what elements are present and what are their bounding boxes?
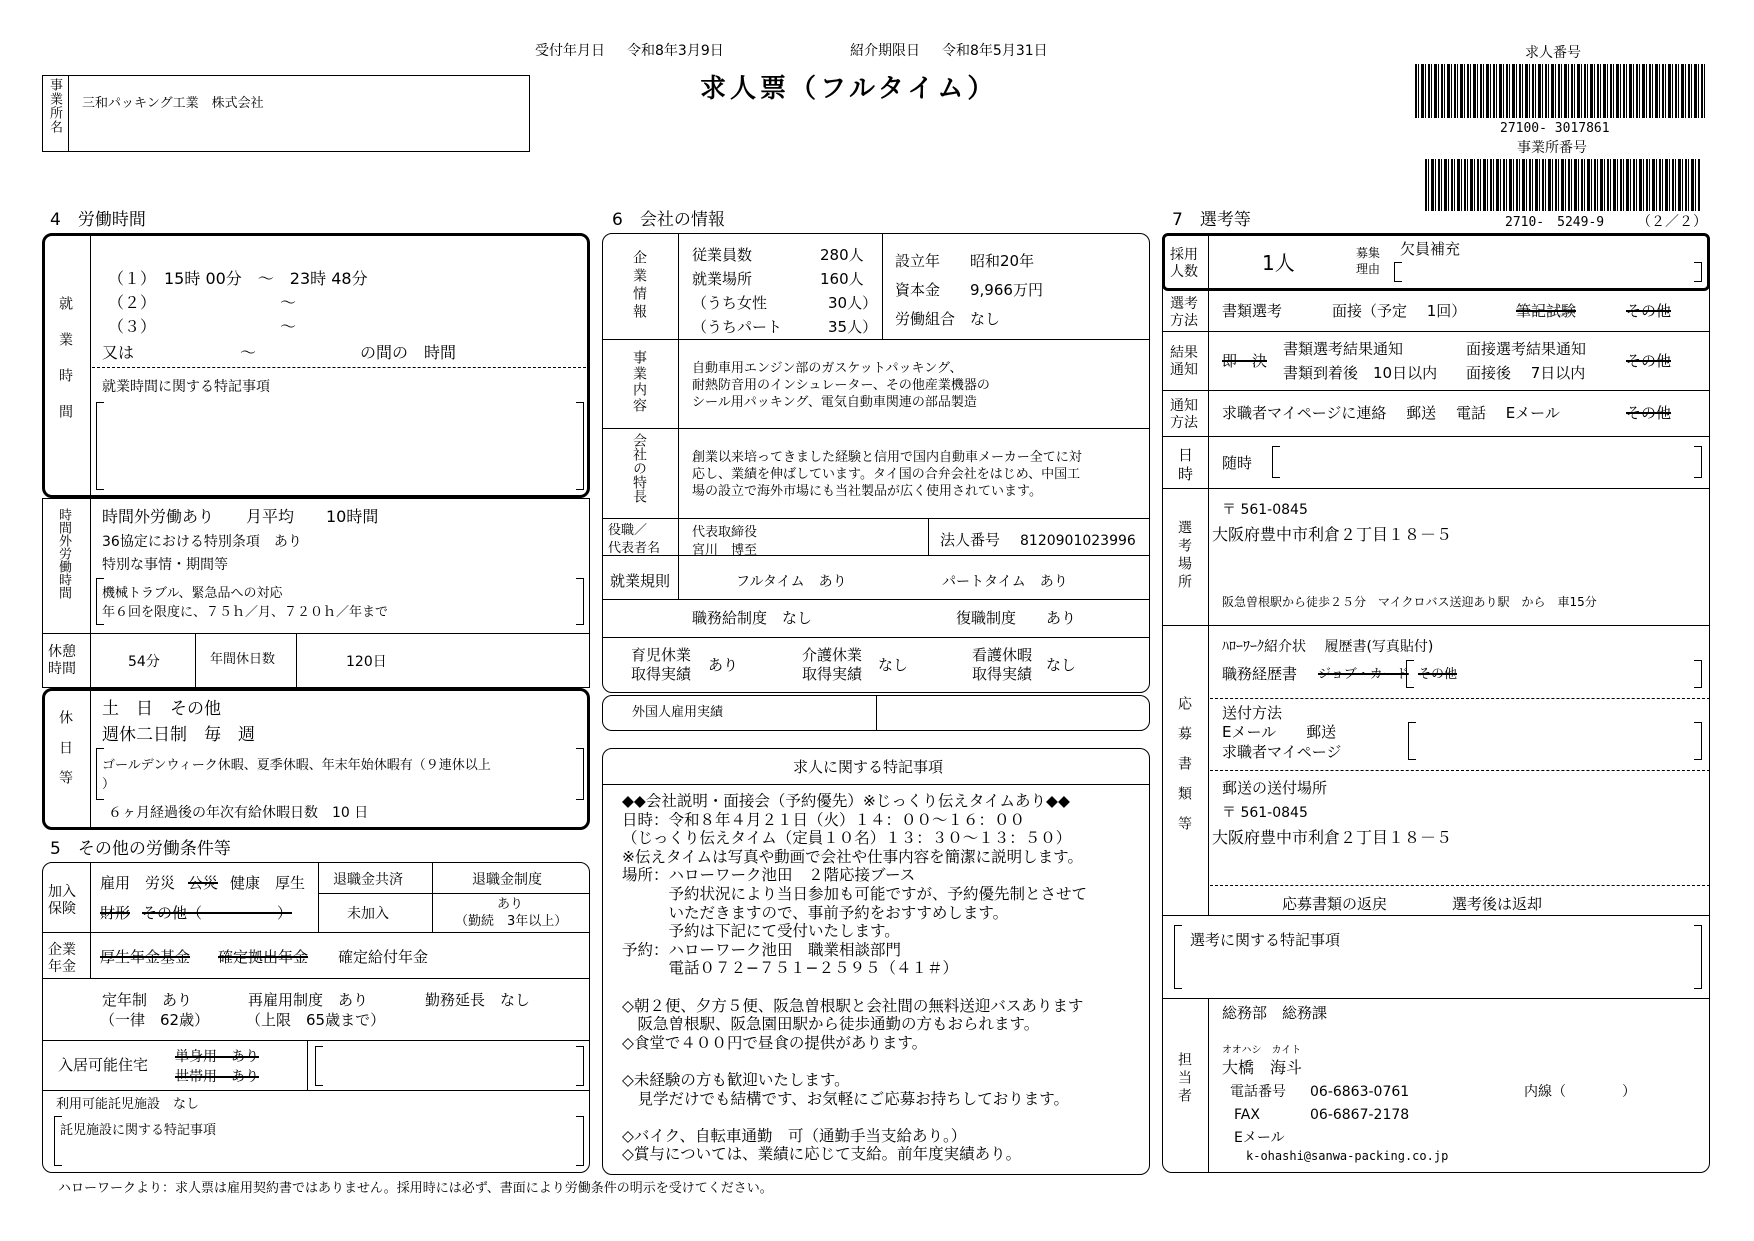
feature-1: 創業以来培ってきました経験と信用で国内自動車メーカー全てに対 — [692, 450, 1082, 465]
feature-label: 会社の特長 — [631, 433, 647, 503]
docs-label: 応募書類等 — [1176, 696, 1192, 846]
foreign-hire-label: 外国人雇用実績 — [632, 705, 724, 720]
send-label: 送付方法 — [1222, 704, 1283, 722]
place-access: 阪急曽根駅から徒歩２５分 マイクロバス送迎あり駅 から 車15分 — [1222, 595, 1597, 609]
work-hours-label: 就業時間 — [57, 296, 73, 440]
job-note-line: 予約：ハローワーク池田 職業相談部門 — [622, 940, 902, 959]
job-note-line — [622, 1108, 1142, 1127]
overtime-label: 時間外労働時間 — [56, 508, 71, 599]
corp-info-label: 企業情報 — [631, 250, 647, 322]
hire-count-label: 採用人数 — [1170, 247, 1198, 280]
rep-label-1: 役職／ — [608, 523, 648, 538]
fax-label: FAX — [1234, 1107, 1260, 1123]
job-note-line — [622, 978, 1142, 997]
women-value: 30人） — [828, 294, 878, 312]
retire-age: 定年制 あり — [102, 991, 193, 1009]
holidays-detail: ゴールデンウィーク休暇、夏季休暇、年末年始休暇有（９連休以上 — [102, 758, 491, 773]
business-2: 耐熱防音用のインシュレーター、その他産業機器の — [692, 378, 990, 393]
return-label: 応募書類の返戻 — [1282, 895, 1388, 913]
extension: 勤務延長 なし — [425, 991, 531, 1009]
business-label: 事業内容 — [631, 350, 647, 414]
job-note-line: ◇賞与については、業績に応じて支給。前年度実績あり。 — [622, 1145, 1022, 1164]
insurance-other: その他（ ） — [142, 904, 293, 922]
business-1: 自動車用エンジン部のガスケットパッキング、 — [692, 361, 963, 376]
footer-note: ハローワークより：求人票は雇用契約書ではありません。採用時には必ず、書面により労働条件の明示を受けてください。 — [58, 1181, 773, 1196]
childcare-leave-2: 取得実績 — [631, 665, 692, 683]
date-label: 日時 — [1176, 447, 1194, 485]
overtime-line: 時間外労働あり 月平均 10時間 — [102, 507, 379, 526]
pension-dc: 確定拠出年金 — [218, 948, 309, 966]
reason-label: 募集理由 — [1356, 246, 1381, 276]
job-notes-list — [622, 792, 1142, 1164]
result-interview: 面接選考結果通知 — [1466, 340, 1587, 358]
union: 労働組合 なし — [895, 310, 1001, 328]
contact-department: 総務部 総務課 — [1222, 1004, 1328, 1022]
article36: 36協定における特別条項 あり — [102, 534, 302, 550]
part-label: （うちパート — [692, 318, 783, 336]
contact-label: 担当者 — [1176, 1052, 1192, 1106]
founded: 設立年 昭和20年 — [895, 252, 1035, 270]
place-label: 選考場所 — [1176, 520, 1192, 592]
job-note-line: ◇食堂で４００円で昼食の提供があります。 — [622, 1033, 928, 1052]
retire-system-note: （勤続 3年以上） — [455, 914, 568, 929]
nursing-leave-1: 介護休業 — [802, 646, 863, 664]
capital: 資本金 9,966万円 — [895, 281, 1043, 299]
job-note-line: ◇朝２便、夕方５便、阪急曽根駅と会社間の無料送迎バスあります — [622, 996, 1084, 1015]
deadline-date: 令和8年5月31日 — [942, 43, 1048, 59]
job-notes-title: 求人に関する特記事項 — [793, 758, 944, 776]
or-label: 又は — [102, 343, 135, 362]
corp-number: 8120901023996 — [1020, 533, 1136, 549]
childcare-label: 利用可能託児施設 なし — [56, 1097, 200, 1112]
pension-db: 確定給付年金 — [338, 948, 429, 966]
selection-special: 選考に関する特記事項 — [1190, 931, 1341, 949]
rules-label: 就業規則 — [610, 572, 671, 590]
holidays-label: 休日等 — [57, 710, 73, 800]
rep-label-2: 代表者名 — [608, 541, 661, 556]
job-note-line: 予約は下記にて受付いたします。 — [622, 922, 900, 941]
mail-label: 郵送の送付場所 — [1222, 779, 1328, 797]
holidays-detail-close: ） — [102, 777, 116, 792]
result-doc: 書類選考結果通知 — [1283, 340, 1404, 358]
send-1: Eメール 郵送 — [1222, 723, 1337, 741]
or-wave: 〜 — [240, 343, 257, 362]
tel-label: 電話番号 — [1230, 1084, 1286, 1100]
tel-value: 06-6863-0761 — [1310, 1084, 1410, 1100]
job-number: 27100- 3017861 — [1500, 121, 1610, 136]
result-label: 結果通知 — [1170, 345, 1198, 378]
email-value[interactable]: k-ohashi@sanwa-packing.co.jp — [1246, 1149, 1449, 1163]
pension-label: 企業年金 — [48, 942, 76, 975]
notify-methods: 求職者マイページに連絡 郵送 電話 Eメール — [1222, 404, 1560, 422]
business-3: シール用パッキング、電気自動車関連の部品製造 — [692, 395, 977, 410]
section5-heading: 5 その他の労働条件等 — [50, 839, 231, 859]
circumstance-2: 年６回を限度に、７５ｈ／月、７２０ｈ／年まで — [102, 605, 389, 620]
office-name-label: 事業所名 — [47, 78, 62, 134]
insurance-employment-accident: 雇用 労災 — [100, 874, 176, 892]
method-written: 筆記試験 — [1516, 302, 1577, 320]
housing-family: 世帯用 あり — [175, 1069, 259, 1085]
reason-value: 欠員補充 — [1400, 240, 1461, 258]
office-number-barcode — [1425, 159, 1701, 211]
rules-full: フルタイム あり — [736, 574, 847, 590]
work-hours-special-label: 就業時間に関する特記事項 — [102, 379, 270, 395]
retire-age-note: （一律 62歳） — [100, 1011, 210, 1029]
result-other: その他 — [1626, 352, 1672, 370]
childcare-special: 託児施設に関する特記事項 — [60, 1123, 217, 1138]
shift-3: （３） — [108, 317, 157, 336]
office-number: 2710- 5249-9 — [1505, 215, 1605, 230]
docs-1: ﾊﾛｰﾜｰｸ紹介状 履歴書(写真貼付) — [1222, 639, 1434, 655]
employees-value: 280人 — [820, 246, 864, 264]
pension-fund: 厚生年金基金 — [100, 948, 191, 966]
mail-address: 大阪府豊中市利倉２丁目１８－５ — [1212, 828, 1453, 847]
insurance-public-accident: 公災 — [188, 874, 219, 892]
holidays-days: 土 日 その他 — [102, 699, 221, 719]
extension-label: 内線（ ） — [1524, 1084, 1636, 1100]
employees-label: 従業員数 — [692, 246, 753, 264]
page-title: 求人票（フルタイム） — [700, 74, 998, 104]
reception-date: 令和8年3月9日 — [627, 43, 724, 59]
insurance-health-pension: 健康 厚生 — [230, 874, 306, 892]
result-interview-value: 面接後 7日以内 — [1466, 364, 1586, 382]
job-note-line: いただきますので、事前予約をおすすめします。 — [622, 903, 1009, 922]
sick-leave-value: なし — [1046, 656, 1077, 674]
rehire: 再雇用制度 あり — [248, 991, 369, 1009]
reception-label: 受付年月日 — [535, 43, 605, 59]
insurance-asset: 財形 — [100, 904, 131, 922]
page-number: （２／２） — [1637, 214, 1707, 230]
paid-leave: ６ヶ月経過後の年次有給休暇日数 10 日 — [108, 805, 369, 821]
return-value: 選考後は返却 — [1452, 895, 1543, 913]
result-immediate: 即 決 — [1222, 352, 1268, 370]
nursing-leave-value: なし — [878, 656, 909, 674]
shift-1: （１） 15時 00分 〜 23時 48分 — [108, 269, 368, 288]
sick-leave-2: 取得実績 — [972, 665, 1033, 683]
job-number-label: 求人番号 — [1525, 45, 1581, 61]
section4-heading: 4 労働時間 — [50, 210, 146, 230]
retire-system-label: 退職金制度 — [472, 872, 542, 888]
docs-2: 職務経歴書 — [1222, 665, 1298, 683]
method-interview: 面接（予定 1回） — [1332, 302, 1467, 320]
notify-label: 通知方法 — [1170, 398, 1198, 431]
hire-count-value: 1人 — [1262, 251, 1295, 275]
circumstance-1: 機械トラブル、緊急品への対応 — [102, 586, 283, 601]
result-doc-value: 書類到着後 10日以内 — [1283, 364, 1438, 382]
rep-name: 宮川 博至 — [692, 543, 758, 558]
childcare-leave-1: 育児休業 — [631, 646, 692, 664]
childcare-leave-value: あり — [708, 656, 739, 674]
job-note-line: 日時：令和８年４月２１日（火）１４：００〜１６：００ — [622, 810, 1026, 829]
job-note-line: 阪急曽根駅、阪急園田駅から徒歩通勤の方もおられます。 — [622, 1015, 1040, 1034]
job-note-line: （じっくり伝えタイム（定員１０名）１３：３０〜１３：５０） — [622, 829, 1072, 848]
rehire-system: 復職制度 あり — [956, 609, 1077, 627]
docs-other: その他 — [1418, 667, 1458, 682]
housing-label: 入居可能住宅 — [58, 1056, 149, 1074]
place-zip: 〒 561-0845 — [1222, 502, 1308, 518]
workplace-value: 160人 — [820, 270, 864, 288]
job-note-line: ◇未経験の方も歓迎いたします。 — [622, 1070, 850, 1089]
job-note-line: ◇バイク、自転車通勤 可（通勤手当支給あり。） — [622, 1126, 967, 1145]
retire-system-value: あり — [497, 897, 524, 912]
holidays-system: 週休二日制 毎 週 — [102, 725, 255, 745]
job-note-line — [622, 1052, 1142, 1071]
job-note-line: ◆◆会社説明・面接会（予約優先）※じっくり伝えタイムあり◆◆ — [622, 792, 1070, 810]
fax-value: 06-6867-2178 — [1310, 1107, 1410, 1123]
job-note-line: 電話０７２−７５１−２５９５（４１＃） — [622, 959, 958, 978]
contact-kana: オオハシ カイト — [1222, 1045, 1302, 1056]
job-note-line: ※伝えタイムは写真や動画で会社や仕事内容を簡潔に説明します。 — [622, 847, 1083, 866]
shift-3-wave: 〜 — [280, 317, 297, 336]
notify-other: その他 — [1626, 404, 1672, 422]
deadline-label: 紹介期限日 — [850, 43, 920, 59]
job-number-barcode — [1415, 64, 1705, 118]
mail-zip: 〒 561-0845 — [1222, 805, 1308, 821]
rehire-note: （上限 65歳まで） — [246, 1011, 386, 1029]
corp-number-label: 法人番号 — [940, 531, 1001, 549]
break-value: 54分 — [128, 654, 160, 670]
annual-holidays-label: 年間休日数 — [210, 652, 276, 667]
special-circumstances-label: 特別な事情・期間等 — [102, 557, 228, 573]
break-label: 休憩時間 — [48, 644, 76, 677]
shift-2-wave: 〜 — [280, 293, 297, 312]
feature-2: 応し、業績を伸ばしています。タイ国の合弁会社をはじめ、中国工 — [692, 467, 1081, 482]
job-pay-system: 職務給制度 なし — [692, 609, 813, 627]
method-other: その他 — [1626, 302, 1672, 320]
retire-mutual-value: 未加入 — [347, 906, 389, 922]
office-name: 三和パッキング工業 株式会社 — [82, 96, 264, 111]
contact-person: 大橋 海斗 — [1222, 1058, 1303, 1077]
nursing-leave-2: 取得実績 — [802, 665, 863, 683]
office-number-label: 事業所番号 — [1517, 140, 1587, 156]
method-document: 書類選考 — [1222, 302, 1283, 320]
send-2: 求職者マイページ — [1222, 743, 1342, 761]
section7-heading: 7 選考等 — [1172, 210, 1251, 230]
sick-leave-1: 看護休暇 — [972, 646, 1033, 664]
docs-jobcard: ジョブ・カード — [1318, 667, 1409, 682]
job-note-line: 予約状況により当日参加も可能ですが、予約優先制とさせて — [622, 884, 1088, 903]
insurance-label: 加入保険 — [48, 884, 76, 917]
annual-holidays-value: 120日 — [346, 654, 387, 670]
section6-heading: 6 会社の情報 — [612, 210, 725, 230]
rep-title: 代表取締役 — [692, 525, 758, 540]
feature-3: 場の設立で海外市場にも当社製品が広く使用されています。 — [692, 484, 1042, 499]
rules-part: パートタイム あり — [942, 574, 1068, 590]
between-label: の間の 時間 — [360, 343, 457, 362]
place-address: 大阪府豊中市利倉２丁目１８－５ — [1212, 525, 1453, 544]
shift-2: （２） — [108, 293, 157, 312]
women-label: （うち女性 — [692, 294, 768, 312]
date-value: 随時 — [1222, 454, 1253, 472]
part-value: 35人） — [828, 318, 878, 336]
retire-mutual-label: 退職金共済 — [333, 872, 403, 888]
email-label: Eメール — [1234, 1130, 1285, 1146]
job-note-line: 見学だけでも結構です、お気軽にご応募お持ちしております。 — [622, 1089, 1070, 1108]
method-label: 選考方法 — [1170, 296, 1198, 329]
workplace-label: 就業場所 — [692, 270, 753, 288]
office-name-box — [42, 75, 530, 152]
housing-single: 単身用 あり — [175, 1049, 259, 1065]
job-note-line: 場所：ハローワーク池田 ２階応接ブース — [622, 866, 916, 885]
